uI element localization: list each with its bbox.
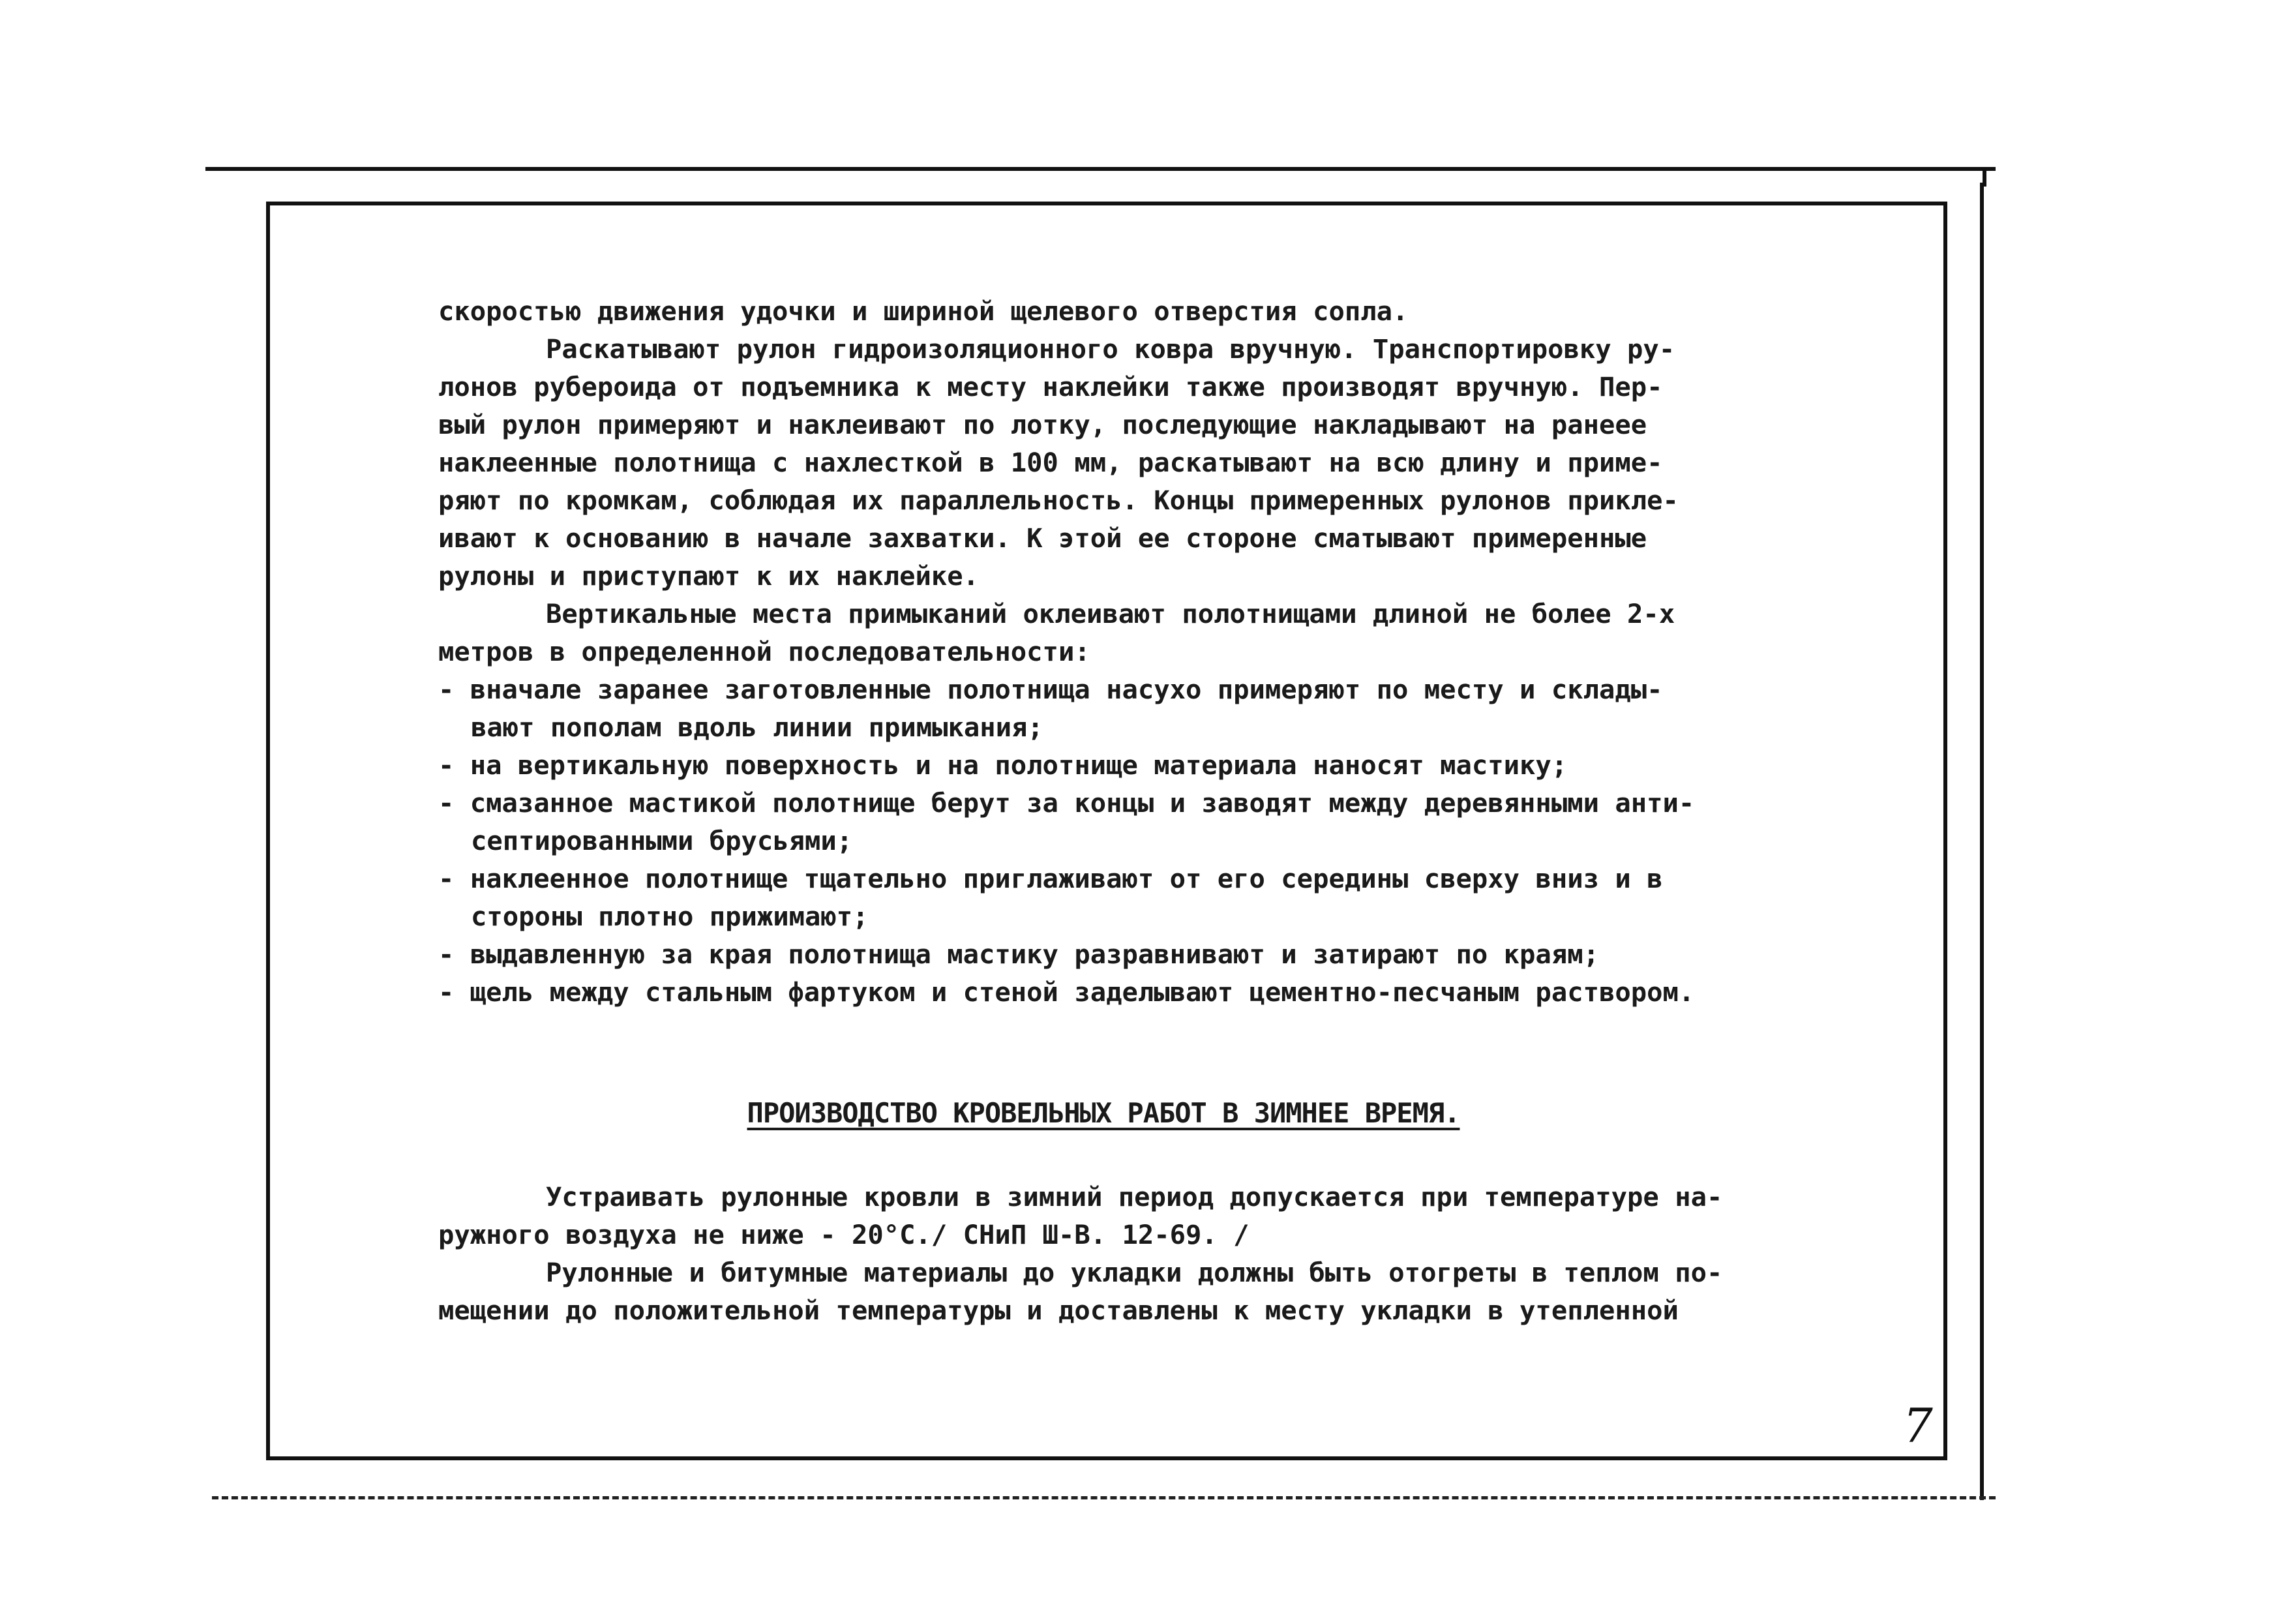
text-line: рулоны и приступают к их наклейке. [438, 560, 980, 592]
list-item-continuation: септированными брусьями; [471, 825, 853, 856]
list-item: - наклеенное полотнище тщательно приглаживают от его середины сверху вниз и в [438, 863, 1663, 894]
text-line: Устраивать рулонные кровли в зимний период допускается при температуре на- [546, 1181, 1723, 1212]
section-heading: ПРОИЗВОДСТВО КРОВЕЛЬНЫХ РАБОТ В ЗИМНЕЕ ВРЕМЯ. [747, 1097, 1460, 1129]
text-line: Раскатывают рулон гидроизоляционного ковра вручную. Транспортировку ру- [546, 333, 1675, 365]
list-item: - на вертикальную поверхность и на полотнище материала наносят мастику; [438, 749, 1568, 781]
text-line: ряют по кромкам, соблюдая их параллельность. Концы примеренных рулонов прикле- [438, 485, 1679, 516]
text-line: Вертикальные места примыканий оклеивают полотнищами длиной не более 2-х [546, 598, 1675, 629]
page-number: 7 [1903, 1398, 1933, 1453]
text-line: мещении до положительной температуры и доставлены к месту укладки в утепленной [438, 1295, 1679, 1326]
list-item-continuation: вают пополам вдоль линии примыкания; [471, 712, 1043, 743]
list-item: - щель между стальным фартуком и стеной заделывают цементно-песчаным раствором. [438, 976, 1695, 1008]
bottom-dashed-rule [212, 1496, 1996, 1499]
text-line: Рулонные и битумные материалы до укладки должны быть отогреты в теплом по- [546, 1257, 1723, 1288]
text-line: скоростью движения удочки и шириной щелевого отверстия сопла. [438, 295, 1409, 327]
top-border-rule [205, 167, 1996, 171]
bullet-list [438, 670, 1873, 1011]
text-line: вый рулон примеряют и наклеивают по лотку, последующие накладывают на ранеее [438, 409, 1647, 440]
list-item: - выдавленную за края полотнища мастику разравнивают и затирают по краям; [438, 939, 1599, 970]
spacer [438, 1132, 1873, 1178]
text-line: метров в определенной последовательности: [438, 636, 1090, 667]
spacer [438, 1011, 1873, 1094]
text-line: лонов рубероида от подъемника к месту наклейки также производят вручную. Пер- [438, 371, 1663, 402]
text-line: ивают к основанию в начале захватки. К этой ее стороне сматывают примеренные [438, 522, 1647, 554]
list-item: - вначале заранее заготовленные полотнища насухо примеряют по месту и склады- [438, 674, 1663, 705]
document-body [438, 292, 1873, 1329]
text-line: наклеенные полотнища с нахлесткой в 100 мм, раскатывают на всю длину и приме- [438, 447, 1663, 478]
right-border-rule [1980, 183, 1984, 1500]
list-item-continuation: стороны плотно прижимают; [471, 901, 869, 932]
list-item: - смазанное мастикой полотнище берут за концы и заводят между деревянными анти- [438, 787, 1695, 819]
text-line: ружного воздуха не ниже - 20°С./ СНиП Ш-В. 12-69. / [438, 1219, 1250, 1250]
